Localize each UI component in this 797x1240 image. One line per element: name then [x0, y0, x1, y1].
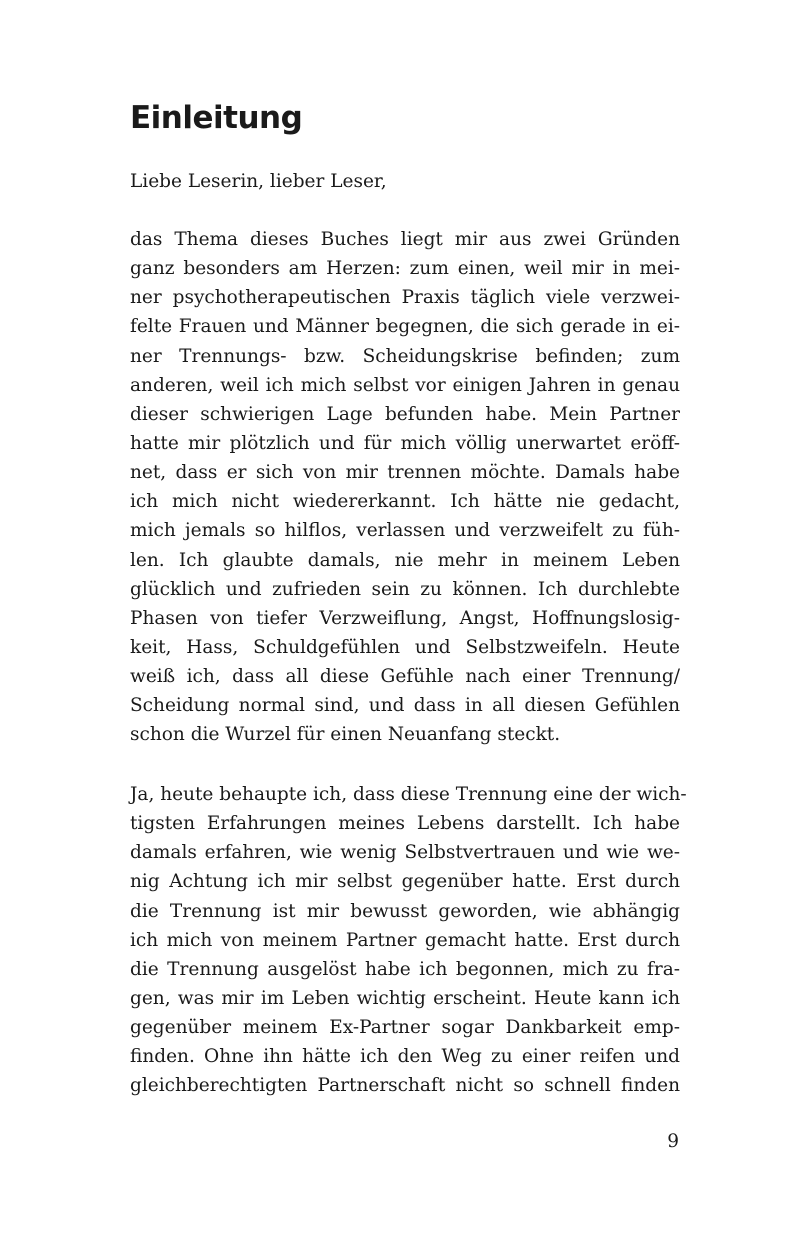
text-line: Scheidung normal sind, und dass in all diesen Gefühlen: [130, 695, 680, 717]
text-line: damals erfahren, wie wenig Selbstvertrauen und wie we-: [130, 842, 680, 864]
text-line: gegenüber meinem Ex-Partner sogar Dankbarkeit emp-: [130, 1017, 680, 1039]
text-line: das Thema dieses Buches liegt mir aus zwei Gründen: [130, 229, 680, 250]
text-line: Phasen von tiefer Verzweiflung, Angst, Hoffnungslosig-: [130, 607, 680, 629]
chapter-title: Einleitung: [130, 100, 303, 136]
text-line: net, dass er sich von mir trennen möchte. Damals habe: [130, 462, 680, 484]
text-line: schon die Wurzel für einen Neuanfang steckt.: [130, 724, 561, 746]
text-line: ich mich von meinem Partner gemacht hatte. Erst durch: [130, 929, 680, 951]
text-line: gleichberechtigten Partnerschaft nicht so schnell finden: [130, 1075, 680, 1097]
text-line: ganz besonders am Herzen: zum einen, weil mir in mei-: [130, 258, 680, 280]
text-line: len. Ich glaubte damals, nie mehr in meinem Leben: [130, 549, 680, 571]
text-line: ner psychotherapeutischen Praxis täglich viele verzwei-: [130, 287, 680, 309]
text-line: ich mich nicht wiedererkannt. Ich hätte nie gedacht,: [130, 491, 680, 513]
text-line: dieser schwierigen Lage befunden habe. Mein Partner: [130, 403, 680, 425]
paragraph-2: [130, 780, 687, 1101]
text-line: glücklich und zufrieden sein zu können. Ich durchlebte: [130, 578, 680, 600]
text-line: ner Trennungs- bzw. Scheidungskrise befinden; zum: [130, 345, 680, 367]
text-line: hatte mir plötzlich und für mich völlig unerwartet eröff-: [130, 432, 680, 454]
salutation: [130, 167, 680, 196]
text-line: finden. Ohne ihn hätte ich den Weg zu einer reifen und: [130, 1046, 680, 1068]
text-line: Ja, heute behaupte ich, dass diese Trennung eine der wich-: [130, 784, 687, 805]
text-line: weiß ich, dass all diese Gefühle nach einer Trennung/: [130, 666, 680, 688]
text-line: die Trennung ist mir bewusst geworden, wie abhängig: [130, 900, 680, 922]
salutation-text: Liebe Leserin, lieber Leser,: [130, 171, 387, 192]
text-line: anderen, weil ich mich selbst vor einigen Jahren in genau: [130, 374, 680, 396]
text-line: mich jemals so hilflos, verlassen und verzweifelt zu füh-: [130, 520, 680, 542]
text-line: nig Achtung ich mir selbst gegenüber hatte. Erst durch: [130, 871, 680, 893]
text-line: gen, was mir im Leben wichtig erscheint. Heute kann ich: [130, 987, 680, 1009]
text-line: keit, Hass, Schuldgefühlen und Selbstzweifeln. Heute: [130, 636, 680, 658]
paragraph-1: [130, 225, 680, 750]
page-number: 9: [667, 1131, 679, 1152]
text-line: die Trennung ausgelöst habe ich begonnen, mich zu fra-: [130, 958, 680, 980]
text-line: tigsten Erfahrungen meines Lebens darstellt. Ich habe: [130, 813, 680, 835]
text-line: felte Frauen und Männer begegnen, die sich gerade in ei-: [130, 316, 680, 338]
